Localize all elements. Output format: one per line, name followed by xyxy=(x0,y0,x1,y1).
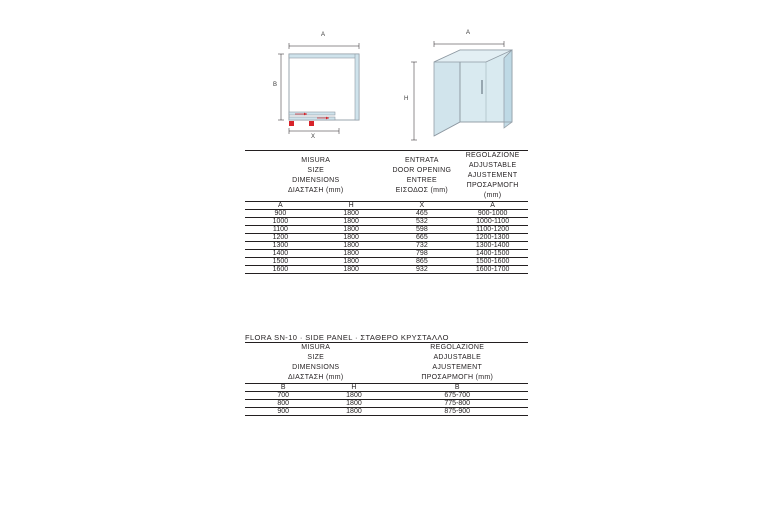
cell-size: 1600 xyxy=(245,266,316,274)
subheader-h-panel: H xyxy=(321,384,386,392)
header-misura: MISURA SIZE DIMENSIONS ΔΙΑΣΤΑΣΗ (mm) xyxy=(245,151,387,202)
cell-size: 1500 xyxy=(245,258,316,266)
table-row xyxy=(245,210,528,218)
subheader-h: H xyxy=(316,202,387,210)
cell-adjustable: 1200-1300 xyxy=(457,234,528,242)
panel-header-row xyxy=(245,343,528,384)
table-row xyxy=(245,392,528,400)
cell-size: 1000 xyxy=(245,218,316,226)
cell-height: 1800 xyxy=(316,226,387,234)
plan-label-a: A xyxy=(321,32,326,38)
cell-opening: 665 xyxy=(387,234,458,242)
cell-adjustable: 775-800 xyxy=(386,400,528,408)
cell-size: 1200 xyxy=(245,234,316,242)
table-bottom-rule-row xyxy=(245,274,528,275)
cell-adjustable: 900-1000 xyxy=(457,210,528,218)
isometric-view-diagram xyxy=(400,28,530,148)
cell-height: 1800 xyxy=(321,400,386,408)
cell-opening: 465 xyxy=(387,210,458,218)
table-row xyxy=(245,258,528,266)
plan-label-b: B xyxy=(273,82,278,88)
cell-size: 1400 xyxy=(245,250,316,258)
isometric-view-svg xyxy=(400,28,530,148)
main-spec-table-block xyxy=(245,150,528,274)
cell-height: 1800 xyxy=(316,210,387,218)
subheader-a2: A xyxy=(457,202,528,210)
cell-adjustable: 1500-1600 xyxy=(457,258,528,266)
cell-size: 900 xyxy=(245,408,321,416)
cell-height: 1800 xyxy=(316,250,387,258)
panel-bottom-rule-row xyxy=(245,416,528,417)
table-row xyxy=(245,400,528,408)
table-row xyxy=(245,226,528,234)
table-row xyxy=(245,408,528,416)
cell-opening: 532 xyxy=(387,218,458,226)
section-title-row xyxy=(245,333,528,343)
cell-size: 1300 xyxy=(245,242,316,250)
cell-height: 1800 xyxy=(316,218,387,226)
cell-opening: 865 xyxy=(387,258,458,266)
header-misura-panel: MISURA SIZE DIMENSIONS ΔΙΑΣΤΑΣΗ (mm) xyxy=(245,343,386,384)
header-regolazione-panel: REGOLAZIONE ADJUSTABLE AJUSTEMENT ΠΡΟΣΑΡΜΟΓΗ (mm) xyxy=(386,343,528,384)
iso-label-h: H xyxy=(404,96,409,102)
iso-label-a-top: A xyxy=(466,30,471,36)
cell-size: 900 xyxy=(245,210,316,218)
cell-opening: 932 xyxy=(387,266,458,274)
cell-adjustable: 675-700 xyxy=(386,392,528,400)
cell-size: 1100 xyxy=(245,226,316,234)
cell-adjustable: 1100-1200 xyxy=(457,226,528,234)
cell-size: 800 xyxy=(245,400,321,408)
panel-subheader-row xyxy=(245,384,528,392)
side-panel-table-block xyxy=(245,333,528,416)
panel-bottom-rule xyxy=(245,416,528,417)
cell-height: 1800 xyxy=(321,392,386,400)
subheader-b2: B xyxy=(386,384,528,392)
table-header-row xyxy=(245,151,528,202)
cell-height: 1800 xyxy=(316,234,387,242)
cell-height: 1800 xyxy=(321,408,386,416)
table-row xyxy=(245,250,528,258)
table-row xyxy=(245,266,528,274)
cell-opening: 598 xyxy=(387,226,458,234)
diagram-area xyxy=(255,28,535,143)
cell-size: 700 xyxy=(245,392,321,400)
cell-height: 1800 xyxy=(316,242,387,250)
table-bottom-rule xyxy=(245,274,528,275)
table-row xyxy=(245,234,528,242)
cell-height: 1800 xyxy=(316,266,387,274)
cell-opening: 798 xyxy=(387,250,458,258)
subheader-x: X xyxy=(387,202,458,210)
header-regolazione: REGOLAZIONE ADJUSTABLE AJUSTEMENT ΠΡΟΣΑΡΜΟΓΗ (mm) xyxy=(457,151,528,202)
cell-height: 1800 xyxy=(316,258,387,266)
main-spec-table xyxy=(245,150,528,274)
plan-view-diagram xyxy=(273,34,383,144)
cell-adjustable: 875-900 xyxy=(386,408,528,416)
header-entrata: ENTRATA DOOR OPENING ENTREE ΕΙΣΟΔΟΣ (mm) xyxy=(387,151,458,202)
table-subheader-row xyxy=(245,202,528,210)
cell-adjustable: 1600-1700 xyxy=(457,266,528,274)
plan-view-svg xyxy=(273,34,383,144)
cell-opening: 732 xyxy=(387,242,458,250)
table-row xyxy=(245,218,528,226)
subheader-b: B xyxy=(245,384,321,392)
side-panel-table xyxy=(245,333,528,416)
section-title: FLORA SN-10 · SIDE PANEL · ΣΤΑΘΕΡΟ ΚΡΥΣΤΑΛΛΟ xyxy=(245,333,449,342)
table-row xyxy=(245,242,528,250)
plan-label-x: X xyxy=(311,134,316,140)
subheader-a: A xyxy=(245,202,316,210)
cell-adjustable: 1300-1400 xyxy=(457,242,528,250)
cell-adjustable: 1400-1500 xyxy=(457,250,528,258)
cell-adjustable: 1000-1100 xyxy=(457,218,528,226)
